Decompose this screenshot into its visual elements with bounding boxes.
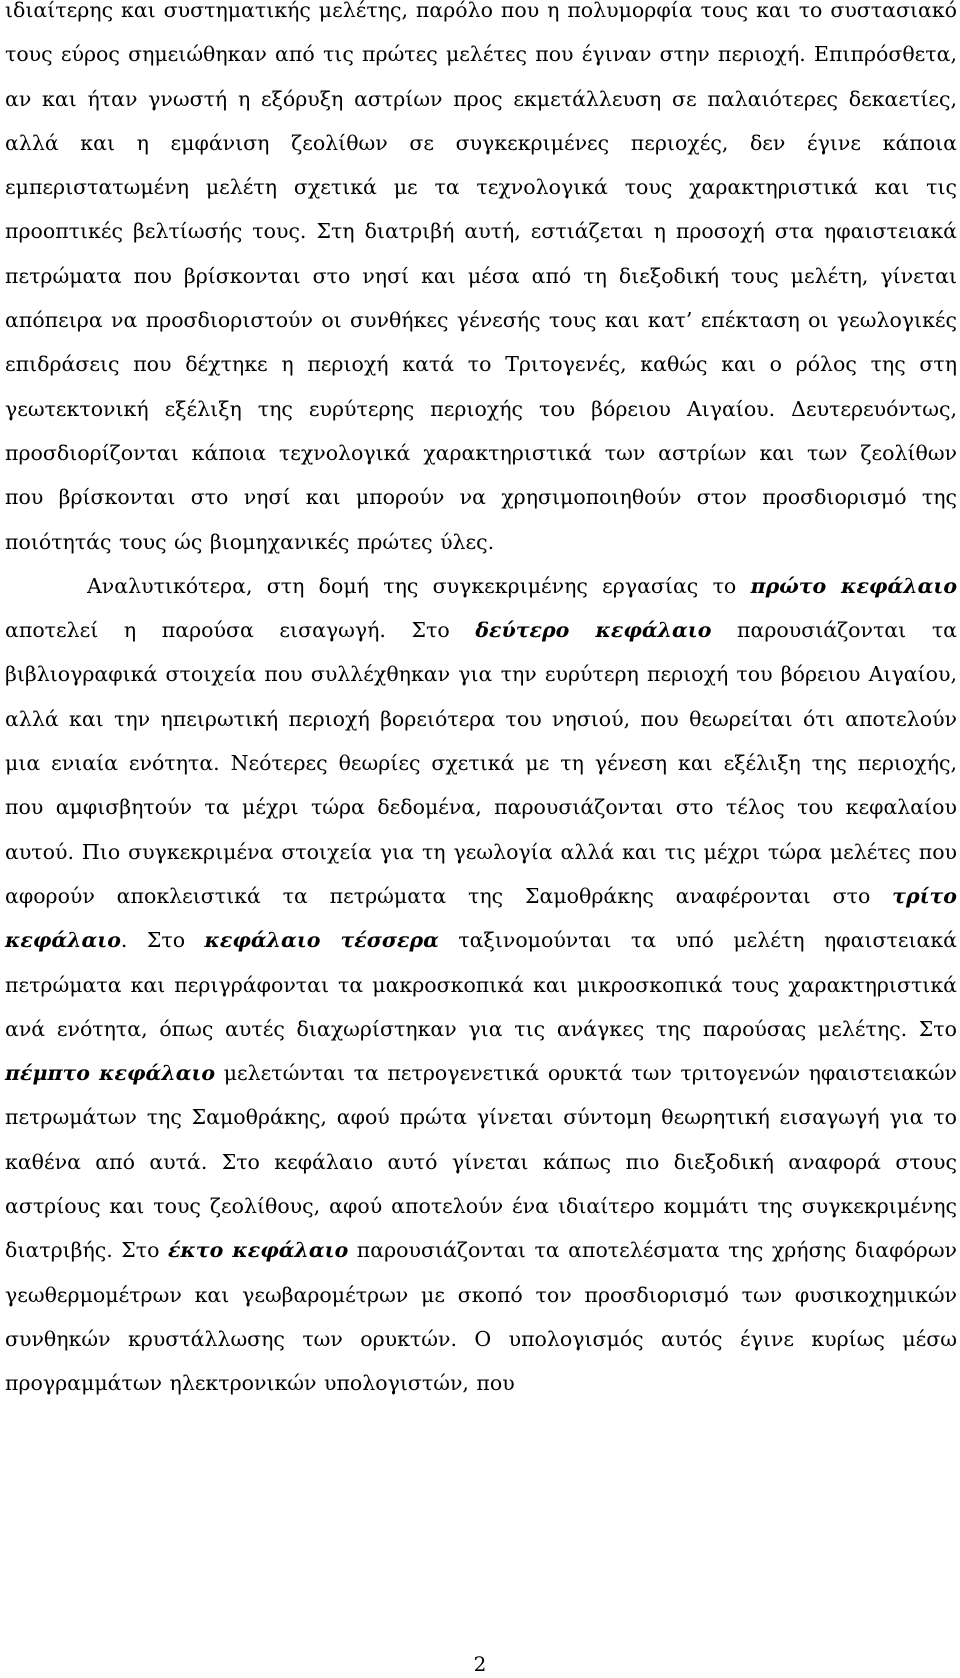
- text-run: μελετώνται τα πετρογενετικά ορυκτά των τριτογενών ηφαιστειακών πετρωμάτων της Σαμοθράκης, αφού πρώτα γίνεται σύντομη θεωρητική εισαγωγή για το καθένα από αυτά. Στο κεφάλαιο αυτό γίνεται κάπως πιο διεξοδική αναφορά στους αστρίους και τους ζεολίθους, αφού αποτελούν ένα ιδιαίτερο κομμάτι της συγκεκριμένης διατριβής. Στο: [5, 1061, 957, 1263]
- paragraph-2: [5, 564, 957, 1406]
- text-run: παρουσιάζονται τα αποτελέσματα της χρήσης διαφόρων γεωθερμομέτρων και γεωβαρομέτρων με σκοπό τον προσδιορισμό των φυσικοχημικών συνθηκών κρυστάλλωσης των ορυκτών. Ο υπολογισμός αυτός έγινε κυρίως μέσω προγραμμάτων ηλεκτρονικών υπολογιστών, που: [5, 1238, 957, 1396]
- text-run: ταξινομούνται τα υπό μελέτη ηφαιστειακά πετρώματα και περιγράφονται τα μακροσκοπικά και μικροσκοπικά τους χαρακτηριστικά ανά ενότητα, όπως αυτές διαχωρίστηκαν για τις ανάγκες της παρούσας μελέτης. Στο: [5, 928, 957, 1041]
- text-run: . Στο: [120, 928, 205, 953]
- text-run: αποτελεί η παρούσα εισαγωγή. Στο: [5, 618, 476, 643]
- chapter-4-emphasis: κεφάλαιο τέσσερα: [204, 928, 439, 953]
- chapter-3-emphasis: τρίτο κεφάλαιο: [5, 883, 957, 953]
- page-number: 2: [473, 1652, 487, 1676]
- text-run: Αναλυτικότερα, στη δομή της συγκεκριμένης εργασίας το: [87, 573, 751, 598]
- text-run: ιδιαίτερης και συστηματικής μελέτης, παρόλο που η πολυμορφία τους και το συστασιακό τους εύρος σημειώθηκαν από τις πρώτες μελέτες που έγιναν στην περιοχή. Επιπρόσθετα, αν και ήταν γνωστή η εξόρυξη αστρίων προς εκμετάλλευση σε παλαιότερες δεκαετίες, αλλά και η εμφάνιση ζεολίθων σε συγκεκριμένες περιοχές, δεν έγινε κάποια εμπεριστατωμένη μελέτη σχετικά με τα τεχνολογικά τους χαρακτηριστικά και τις προοπτικές βελτίωσής τους. Στη διατριβή αυτή, εστιάζεται η προσοχή στα ηφαιστειακά πετρώματα που βρίσκονται στο νησί και μέσα από τη διεξοδική τους μελέτη, γίνεται απόπειρα να προσδιοριστούν οι συνθήκες γένεσής τους και κατ’ επέκταση οι γεωλογικές επιδράσεις που δέχτηκε η περιοχή κατά το Τριτογενές, καθώς και ο ρόλος της στη γεωτεκτονική εξέλιξη της ευρύτερης περιοχής του βόρειου Αιγαίου. Δευτερευόντως, προσδιορίζονται κάποια τεχνολογικά χαρακτηριστικά των αστρίων και των ζεολίθων που βρίσκονται στο νησί και μπορούν να χρησιμοποιηθούν στον προσδιορισμό της ποιότητάς τους ώς βιομηχανικές πρώτες ύλες.: [5, 0, 957, 554]
- paragraph-1: [5, 0, 957, 564]
- body-text: [5, 0, 957, 1406]
- chapter-6-emphasis: έκτο κεφάλαιο: [167, 1238, 349, 1263]
- text-run: παρουσιάζονται τα βιβλιογραφικά στοιχεία που συλλέχθηκαν για την ευρύτερη περιοχή του βόρειου Αιγαίου, αλλά και την ηπειρωτική περιοχή βορειότερα του νησιού, που θεωρείται ότι αποτελούν μια ενιαία ενότητα. Νεότερες θεωρίες σχετικά με τη γένεση και εξέλιξη της περιοχής, που αμφισβητούν τα μέχρι τώρα δεδομένα, παρουσιάζονται στο τέλος του κεφαλαίου αυτού. Πιο συγκεκριμένα στοιχεία για τη γεωλογία αλλά και τις μέχρι τώρα μελέτες που αφορούν αποκλειστικά τα πετρώματα της Σαμοθράκης αναφέρονται στο: [5, 618, 958, 908]
- chapter-1-emphasis: πρώτο κεφάλαιο: [750, 573, 957, 598]
- chapter-2-emphasis: δεύτερο κεφάλαιο: [475, 618, 712, 643]
- chapter-5-emphasis: πέμπτο κεφάλαιο: [5, 1061, 216, 1086]
